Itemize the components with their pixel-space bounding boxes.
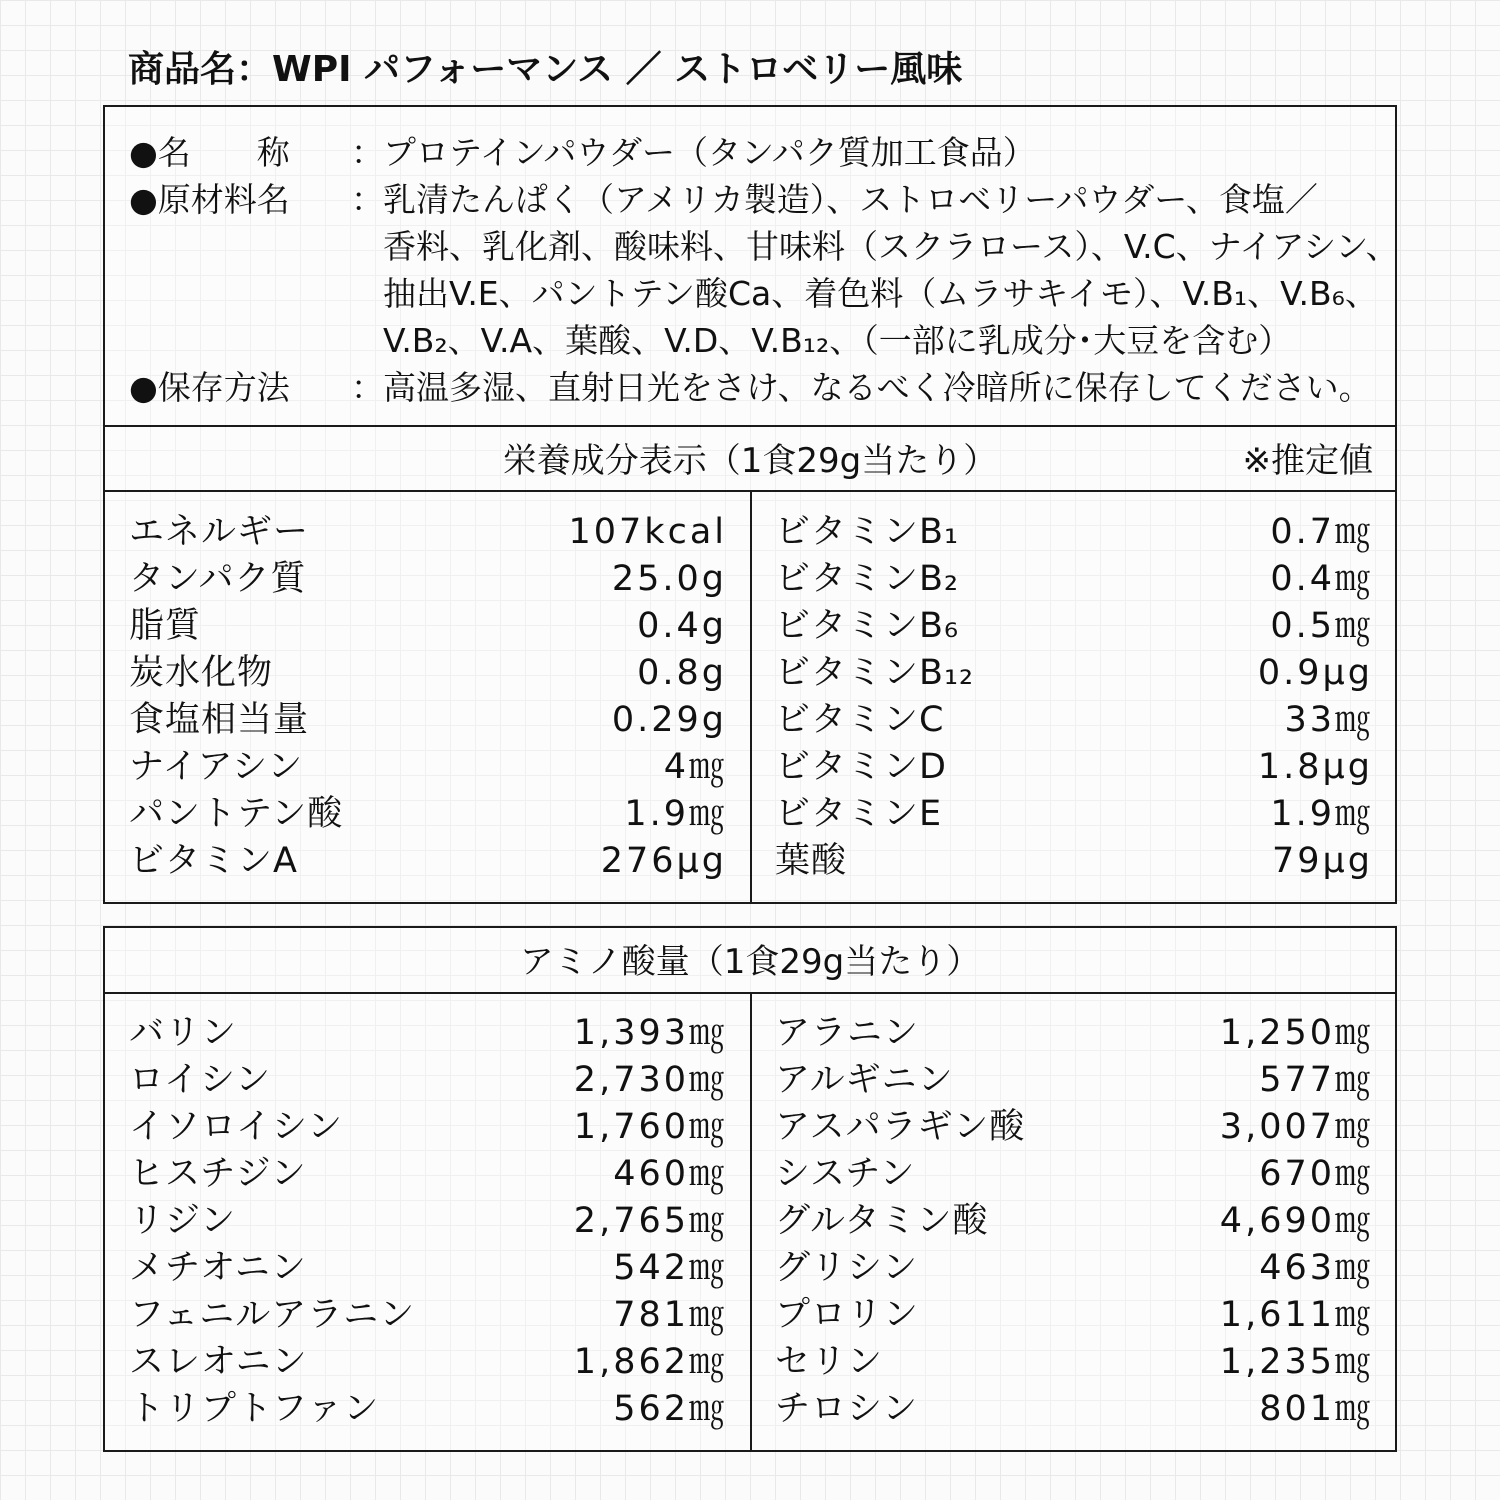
table-row [129, 1104, 727, 1151]
nutrient-name: ビタミンD [775, 747, 947, 787]
info-value: 乳清たんぱく（アメリカ製造）、ストロベリーパウダー、食塩／ [383, 180, 1318, 219]
nutrient-name: 炭水化物 [129, 653, 274, 693]
table-row [129, 1057, 727, 1104]
amino-value: 670㎎ [1259, 1154, 1373, 1194]
table-row [775, 1339, 1373, 1386]
estimate-note: ※推定値 [1242, 441, 1373, 481]
amino-name: チロシン [775, 1389, 919, 1429]
info-value: プロテインパウダー（タンパク質加工食品） [383, 133, 1036, 172]
info-colon: ： [351, 368, 384, 407]
amino-value: 1,393㎎ [573, 1013, 727, 1053]
table-row [775, 838, 1373, 885]
table-row [775, 697, 1373, 744]
table-row [775, 1057, 1373, 1104]
nutrition-header [105, 429, 1395, 493]
nutrient-value: 0.4g [637, 606, 727, 646]
nutrient-value: 276μg [600, 841, 727, 881]
amino-name: アラニン [775, 1013, 920, 1053]
amino-value: 1,760㎎ [573, 1107, 727, 1147]
nutrient-name: ビタミンB₂ [775, 559, 960, 599]
info-value: 抽出V.E、パントテン酸Ca、着色料（ムラサキイモ）、V.B₁、V.B₆、 [383, 274, 1378, 313]
nutrient-name: 葉酸 [775, 841, 848, 881]
amino-name: リジン [129, 1201, 237, 1241]
table-row [129, 1386, 727, 1433]
amino-value: 542㎎ [613, 1248, 727, 1288]
amino-value: 562㎎ [613, 1389, 727, 1429]
amino-name: フェニルアラニン [129, 1295, 416, 1335]
info-colon: ： [351, 180, 384, 219]
amino-value: 1,235㎎ [1219, 1342, 1373, 1382]
amino-acid-box [103, 926, 1397, 1452]
nutrient-name: ビタミンB₆ [775, 606, 960, 646]
nutrient-value: 79μg [1271, 841, 1373, 881]
table-row [129, 1151, 727, 1198]
info-colon: ： [351, 133, 384, 172]
amino-value: 460㎎ [613, 1154, 727, 1194]
nutrient-value: 0.29g [611, 700, 727, 740]
table-row [775, 1151, 1373, 1198]
amino-name: ヒスチジン [129, 1154, 307, 1194]
nutrition-heading: 栄養成分表示（1食29g当たり） [502, 441, 998, 481]
info-value: 香料、乳化剤、酸味料、甘味料（スクラロース）、V.C、ナイアシン、 [383, 227, 1399, 266]
amino-name: スレオニン [129, 1342, 308, 1382]
amino-name: シスチン [775, 1154, 916, 1194]
table-row [129, 1010, 727, 1057]
amino-value: 1,862㎎ [573, 1342, 727, 1382]
info-value: 高温多湿、直射日光をさけ、なるべく冷暗所に保存してください。 [383, 368, 1372, 407]
amino-value: 577㎎ [1259, 1060, 1373, 1100]
table-row [775, 509, 1373, 556]
info-label: ●保存方法 [129, 368, 290, 407]
nutrient-name: エネルギー [129, 512, 310, 552]
table-row [129, 1198, 727, 1245]
table-row [775, 1198, 1373, 1245]
table-row [775, 1386, 1373, 1433]
table-row [129, 556, 727, 603]
table-row [775, 1292, 1373, 1339]
table-row [129, 1292, 727, 1339]
amino-value: 4,690㎎ [1219, 1201, 1373, 1241]
amino-name: イソロイシン [129, 1107, 344, 1147]
amino-name: グルタミン酸 [775, 1201, 989, 1241]
amino-value: 2,730㎎ [573, 1060, 727, 1100]
table-row [129, 791, 727, 838]
column-divider [750, 994, 752, 1450]
amino-name: プロリン [775, 1295, 920, 1335]
nutrient-name: タンパク質 [129, 559, 307, 599]
nutrient-name: ナイアシン [129, 747, 304, 787]
table-row [129, 697, 727, 744]
amino-name: セリン [775, 1342, 884, 1382]
amino-value: 2,765㎎ [573, 1201, 727, 1241]
column-divider [750, 492, 752, 904]
table-row [775, 603, 1373, 650]
table-row [775, 1010, 1373, 1057]
nutrient-value: 1.9㎎ [1270, 794, 1373, 834]
nutrient-value: 33㎎ [1284, 700, 1373, 740]
nutrient-value: 107kcal [568, 512, 727, 552]
nutrient-value: 0.7㎎ [1270, 512, 1373, 552]
nutrient-name: ビタミンC [775, 700, 945, 740]
product-title: 商品名：WPI パフォーマンス ／ ストロベリー風味 [128, 49, 963, 90]
amino-value: 3,007㎎ [1219, 1107, 1373, 1147]
table-row [129, 603, 727, 650]
info-label: ●名 称 [129, 133, 290, 172]
label-info-box [103, 105, 1397, 904]
table-row [775, 556, 1373, 603]
nutrient-value: 1.9㎎ [624, 794, 727, 834]
nutrient-value: 25.0g [611, 559, 727, 599]
table-row [129, 509, 727, 556]
amino-value: 463㎎ [1259, 1248, 1373, 1288]
nutrient-value: 0.5㎎ [1270, 606, 1373, 646]
table-row [775, 650, 1373, 697]
amino-name: ロイシン [129, 1060, 272, 1100]
nutrient-value: 0.9μg [1257, 653, 1373, 693]
table-row [129, 744, 727, 791]
divider [105, 425, 1395, 427]
table-row [129, 1339, 727, 1386]
table-row [775, 744, 1373, 791]
nutrient-value: 0.4㎎ [1270, 559, 1373, 599]
info-value: V.B₂、V.A、葉酸、V.D、V.B₁₂、（一部に乳成分･大豆を含む） [383, 321, 1292, 360]
amino-name: トリプトファン [129, 1389, 380, 1429]
nutrient-name: パントテン酸 [129, 794, 344, 834]
nutrient-name: 食塩相当量 [129, 700, 310, 740]
amino-name: バリン [129, 1013, 238, 1053]
nutrient-value: 4㎎ [663, 747, 727, 787]
table-row [129, 838, 727, 885]
amino-value: 781㎎ [613, 1295, 727, 1335]
amino-name: メチオニン [129, 1248, 307, 1288]
amino-heading: アミノ酸量（1食29g当たり） [519, 942, 981, 982]
info-label: ●原材料名 [129, 180, 290, 219]
nutrient-value: 1.8μg [1257, 747, 1373, 787]
nutrient-name: ビタミンE [775, 794, 943, 834]
amino-header [105, 930, 1395, 994]
nutrient-name: ビタミンB₁ [775, 512, 960, 552]
amino-value: 1,611㎎ [1219, 1295, 1373, 1335]
table-row [129, 650, 727, 697]
amino-name: グリシン [775, 1248, 919, 1288]
table-row [775, 791, 1373, 838]
nutrient-name: ビタミンB₁₂ [775, 653, 975, 693]
nutrient-name: 脂質 [129, 606, 202, 646]
nutrient-name: ビタミンA [129, 841, 298, 881]
amino-value: 801㎎ [1259, 1389, 1373, 1429]
amino-value: 1,250㎎ [1219, 1013, 1373, 1053]
table-row [775, 1245, 1373, 1292]
nutrient-value: 0.8g [637, 653, 727, 693]
amino-name: アスパラギン酸 [775, 1107, 1026, 1147]
table-row [129, 1245, 727, 1292]
table-row [775, 1104, 1373, 1151]
amino-name: アルギニン [775, 1060, 954, 1100]
